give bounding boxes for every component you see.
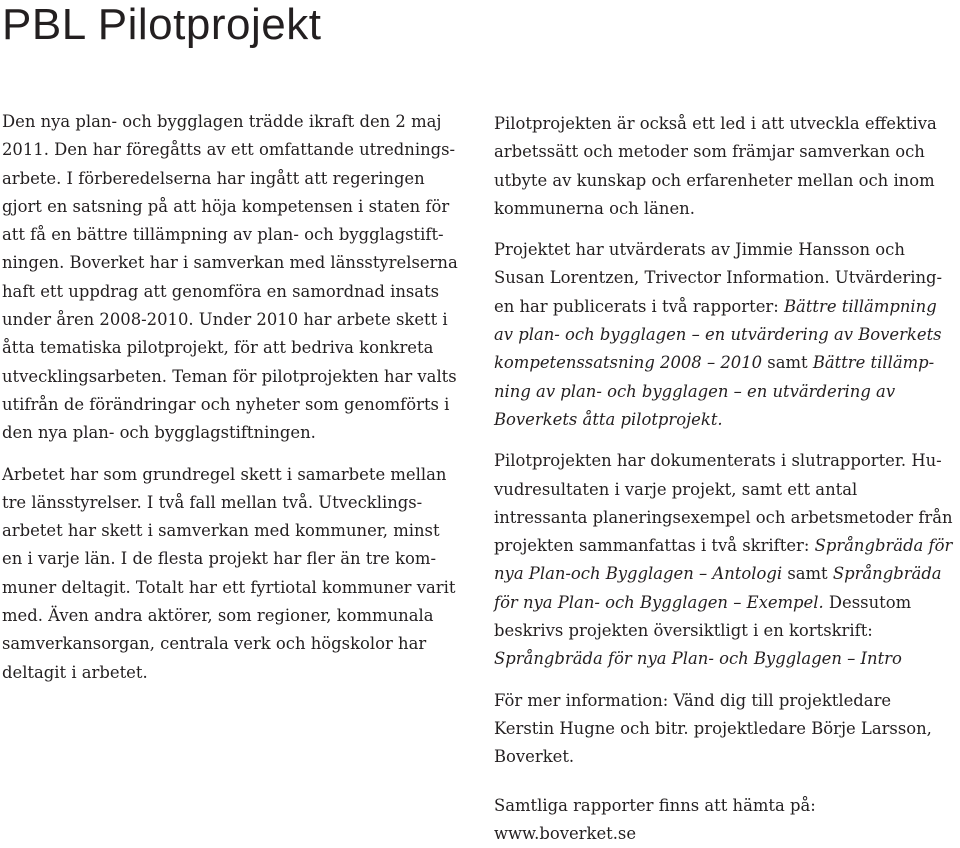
publication-antologi: Språngbräda för nya Plan-och Bygglagen – Antologi [494, 536, 953, 584]
left-column [2, 108, 460, 700]
footer-line: Samtliga rapporter finns att hämta på: [494, 796, 816, 815]
paragraph-evaluation [494, 236, 954, 434]
paragraph-purpose: Pilotprojekten är också ett led i att utveckla effektiva arbetssätt och metoder som främjar samverkan och utbyte av kunskap och erfarenheter mellan och inom kommunerna och länen. [494, 114, 937, 218]
evaluation-text: Projektet har utvärderats av Jimmie Hansson och Susan Lorentzen, Trivector Information. Utvärdering-en har publicerats i två rapporter: [494, 240, 943, 316]
paragraph-documentation [494, 447, 954, 673]
paragraph-intro: Den nya plan- och bygglagen trädde ikraft den 2 maj 2011. Den har föregåtts av ett omfattande utrednings-arbete. I förberedelserna har ingått att regeringen gjort en satsning på att höja kompetensen i staten för att få en bättre tillämpning av plan- och bygglagstift-ningen. Boverket har i samverkan med länsstyrelserna haft ett uppdrag att genomföra en samordnad insats under åren 2008-2010. Under 2010 har arbete skett i åtta tematiska pilotprojekt, för att bedriva konkreta utvecklingsarbeten. Teman för pilotprojekten har valts utifrån de förändringar och nyheter som genomförts i den nya plan- och bygglagstiftningen. [2, 112, 458, 443]
publication-exempel: Språngbräda för nya Plan- och Bygglagen – Exempel. [494, 564, 942, 612]
report-title-1: Bättre tillämpning av plan- och bygglagen – en utvärdering av Boverkets kompetenssatsning 2008 – 2010 [494, 296, 942, 373]
documentation-text: Pilotprojekten har dokumenterats i slutrapporter. Hu-vudresultaten i varje projekt, samt ett antal intressanta planeringsexempel och arbetsmetoder från projekten sammanfattas i två skrifter: [494, 451, 953, 556]
paragraph-contact: För mer information: Vänd dig till projektledare Kerstin Hugne och bitr. projektledare Börje Larsson, Boverket. [494, 690, 932, 767]
report-title-2: Bättre tillämp-ning av plan- och bygglagen – en utvärdering av Boverkets åtta pilotprojekt. [494, 353, 935, 429]
footer-note [494, 792, 816, 848]
page-title: PBL Pilotprojekt [2, 0, 322, 49]
footer-link[interactable]: www.boverket.se [494, 824, 637, 843]
paragraph-collaboration: Arbetet har som grundregel skett i samarbete mellan tre länsstyrelser. I två fall mellan två. Utvecklings-arbetet har skett i samverkan med kommuner, minst en i varje län. I de flesta projekt har fler än tre kom-muner deltagit. Totalt har ett fyrtiotal kommuner varit med. Även andra aktörer, som regioner, kommunala samverkansorgan, centrala verk och högskolor har deltagit i arbetet. [2, 464, 456, 682]
publication-intro: Språngbräda för nya Plan- och Bygglagen – Intro [494, 649, 902, 669]
evaluation-connector: samt [762, 353, 813, 373]
documentation-connector: samt [782, 564, 833, 584]
documentation-text-2: Dessutom beskrivs projekten översiktligt i en kortskrift: [494, 592, 912, 641]
right-column [494, 110, 954, 785]
